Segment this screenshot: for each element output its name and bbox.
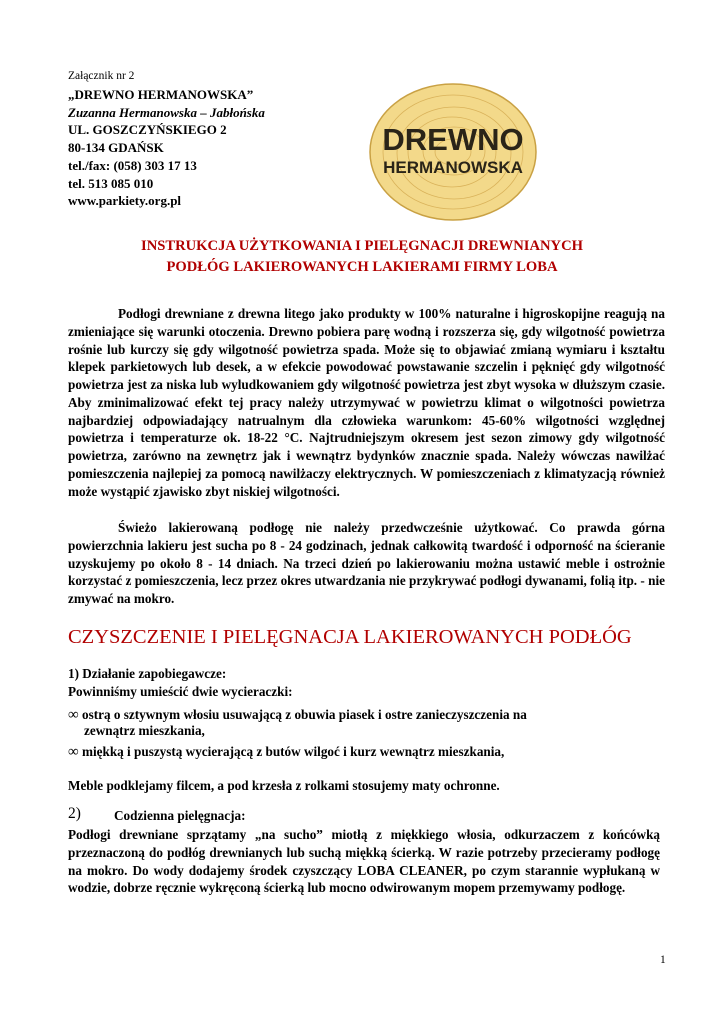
section2-number: 2) [68,805,81,822]
document-title-line2: PODŁÓG LAKIEROWANYCH LAKIERAMI FIRMY LOBA [166,259,558,275]
phone-fax: tel./fax: (058) 303 17 13 [68,157,197,173]
paragraph-humidity: Podłogi drewniane z drewna litego jako produkty w 100% naturalne i higroskopijne reagują na zmieniające się warunki otoczenia. Drewno pobiera parę wodną i rozszerza się, gdy wilgotność powietrza rośnie lub kurczy się gdy wilgotność powietrza spada. Może się to objawiać zmianą wymiaru i kształtu klepek parkietowych lub desek, a w efekcie powodować powstawanie szczelin i pęknięć gdy wilgotność powietrza jest za niska lub wyludkowaniem gdy wilgotność powietrza jest zbyt wysoka w dłuższym czasie. Aby zminimalizować efekt tej pracy należy utrzymywać w powietrzu klimat o wilgotności powietrza najbardziej odpowiadający natrualnym dla człowieka warunkom: 45-60% wilgotności względnej powietrza i temperaturze ok. 18-22 °C. Najtrudniejszym okresem jest sezon zimowy gdy wilgotność powietrza, zarówno na zewnętrz jak i wewnątrz bydynków znacznie spada. Należy wówczas nawilżać pomieszczenia najlepiej za pomocą nawilżaczy elektrycznych. W pomieszczeniach z klimatyzacją również może wystąpić zjawisko zbyt niskiej wilgotności. [68,306,665,499]
company-info [68,86,265,210]
infinity-bullet-icon: ∞ [68,707,79,723]
infinity-bullet-icon: ∞ [68,744,79,760]
furniture-note: Meble podklejamy filcem, a pod krzesła z rolkami stosujemy maty ochronne. [68,778,500,793]
website-link[interactable]: www.parkiety.org.pl [68,193,182,209]
owner-name: Zuzanna Hermanowska – Jabłońska [68,104,265,120]
paragraph-daily-care: Podłogi drewniane sprzątamy „na sucho” miotłą z miękkiego włosia, odkurzaczem z końcówką przeznaczoną do podłóg drewnianych lub suchą miękką ścierką. W razie potrzeby przecieramy podłogę na mokro. Do wody dodajemy środek czyszczący LOBA CLEANER, po czym starannie wypłukaną w wodzie, dobrze ręcznie wykręconą ścierką lub mocno odwirowanym mopem przemywamy podłogę. [68,827,660,896]
list-item [68,706,640,725]
section2-heading: Codzienna pielęgnacja: [114,808,246,823]
city-address: 80-134 GDAŃSK [68,140,164,156]
logo-text-line2: HERMANOWSKA [383,158,523,177]
section1-heading: 1) Działanie zapobiegawcze: [68,666,227,681]
section-title: CZYSZCZENIE I PIELĘGNACJA LAKIEROWANYCH PODŁÓG [68,626,632,648]
phone: tel. 513 085 010 [68,175,154,191]
page-number: 1 [660,954,666,966]
section1-intro: Powinniśmy umieścić dwie wycieraczki: [68,684,293,699]
list-item-text: ostrą o sztywnym włosiu usuwającą z obuwia piasek i ostre zanieczyszczenia na [82,707,527,722]
company-logo [368,82,538,222]
document-title-line1: INSTRUKCJA UŻYTKOWANIA I PIELĘGNACJI DREWNIANYCH [141,238,583,254]
list-item-continuation: zewnątrz mieszkania, [84,723,205,738]
logo-text-line1: DREWNO [382,122,524,157]
document-title [68,236,656,278]
company-name: „DREWNO HERMANOWSKA” [68,87,254,102]
attachment-label: Załącznik nr 2 [68,70,135,82]
list-item-text: miękką i puszystą wycierającą z butów wilgoć i kurz wewnątrz mieszkania, [82,744,505,759]
street-address: UL. GOSZCZYŃSKIEGO 2 [68,122,227,138]
paragraph-fresh-lacquer: Świeżo lakierowaną podłogę nie należy przedwcześnie użytkować. Co prawda górna powierzchnia lakieru jest sucha po 8 - 24 godzinach, jednak całkowitą twardość i odporność na ścieranie uzyskujemy po około 8 - 14 dniach. Na trzeci dzień po lakierowaniu można ustawić meble i ostrożnie korzystać z pomieszczenia, lecz przez okres utwardzania nie przykrywać podłogi dywanami, folią itp. - nie zmywać na mokro. [68,520,665,606]
list-item [68,743,640,762]
